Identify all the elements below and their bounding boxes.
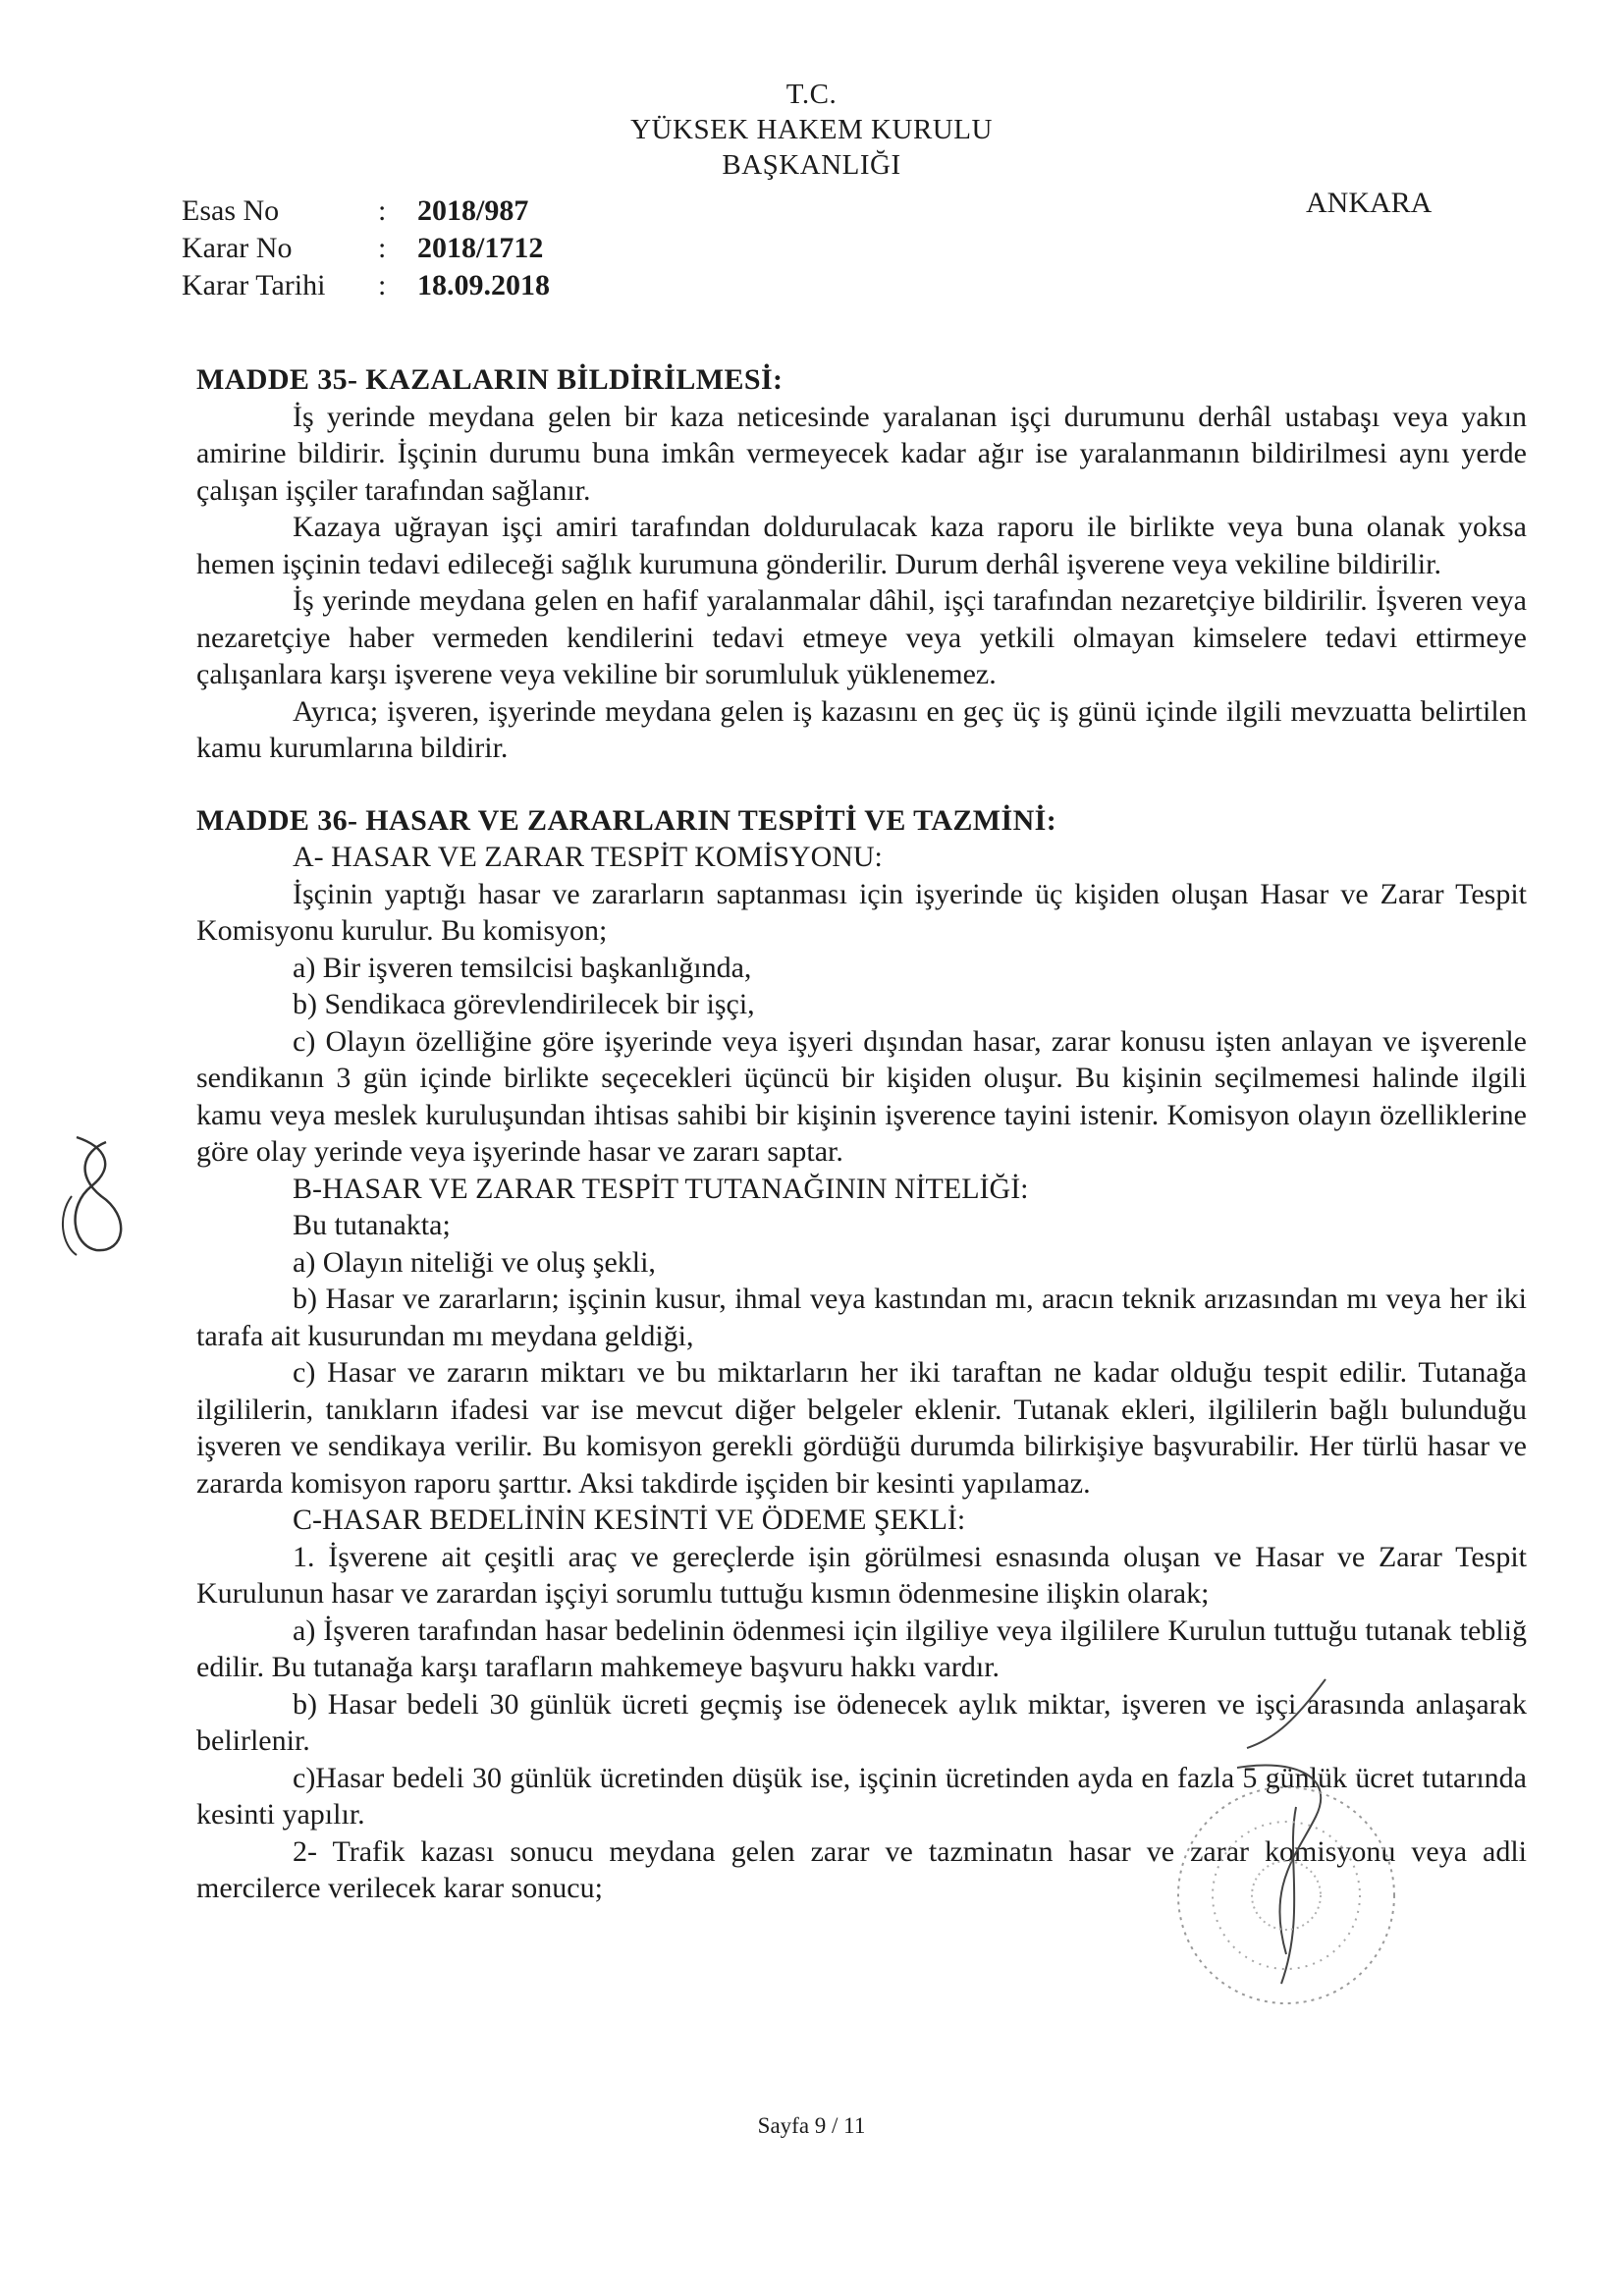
- section-a-item-a: a) Bir işveren temsilcisi başkanlığında,: [293, 951, 752, 984]
- section-c-item-1: 1. İşverene ait çeşitli araç ve gereçlerde işin görülmesi esnasında oluşan ve Hasar ve Zarar Tespit Kurulunun hasar ve zarardan işçiyi sorumlu tuttuğu kısmın ödenmesine ilişkin olarak;: [196, 1540, 1527, 1610]
- handwritten-page-number-icon: [47, 1127, 145, 1265]
- tarih-value: 18.09.2018: [417, 269, 550, 301]
- section-gap: [196, 767, 1527, 802]
- esas-colon: :: [378, 194, 387, 227]
- official-seal-icon: [1159, 1768, 1414, 2023]
- esas-value: 2018/987: [417, 194, 529, 227]
- section-b-intro: Bu tutanakta;: [293, 1209, 451, 1241]
- city-label: ANKARA: [1306, 187, 1433, 219]
- section-c-item-2: 2- Trafik kazası sonucu meydana gelen zarar ve tazminatın hasar ve zarar komisyonu veya adli mercilerce verilecek karar sonucu;: [196, 1834, 1527, 1904]
- madde-35-paragraph-4: Ayrıca; işveren, işyerinde meydana gelen iş kazasını en geç üç iş günü içinde ilgili mevzuatta belirtilen kamu kurumlarına bildirir.: [196, 694, 1527, 764]
- document-header: [0, 77, 1623, 183]
- section-b-item-c: c) Hasar ve zararın miktarı ve bu miktarların her iki taraftan ne kadar olduğu tespit edilir. Tutanağa ilgililerin, tanıkların ifadesi var ise mevcut diğer belgeler eklenir. Tutanak ekleri, ilgililerin bağlı bulunduğu işveren ve sendikaya verilir. Bu komisyon gerekli gördüğü durumda bilirkişiye başvurabilir. Her türlü hasar ve zararda komisyon raporu şarttır. Aksi takdirde işçiden bir kesinti yapılamaz.: [196, 1356, 1527, 1500]
- section-c-item-1a: a) İşveren tarafından hasar bedelinin ödenmesi için ilgiliye veya ilgililere Kurulun tuttuğu tutanak tebliğ edilir. Bu tutanağa karşı tarafların mahkemeye başvuru hakkı vardır.: [196, 1613, 1527, 1683]
- esas-row: [182, 192, 550, 230]
- karar-colon: :: [378, 232, 387, 264]
- madde-36-heading: MADDE 36- HASAR VE ZARARLARIN TESPİTİ VE TAZMİNİ:: [196, 803, 1057, 837]
- tarih-colon: :: [378, 269, 387, 301]
- karar-label: Karar No: [182, 232, 293, 264]
- madde-35-paragraph-3: İş yerinde meydana gelen en hafif yaralanmalar dâhil, işçi tarafından nezaretçiye bildirilir. İşveren veya nezaretçiye haber vermeden kendilerini tedavi etmeye veya yetkili olmayan kimselere tedavi ettirmeye çalışanlara karşı işverene veya vekiline bir sorumluluk yüklenemez.: [196, 584, 1527, 690]
- karar-row: [182, 230, 550, 267]
- case-meta: [182, 192, 550, 304]
- header-presidency: BAŞKANLIĞI: [722, 149, 901, 181]
- section-b-title: B-HASAR VE ZARAR TESPİT TUTANAĞININ NİTELİĞİ:: [293, 1172, 1029, 1205]
- section-c-title: C-HASAR BEDELİNİN KESİNTİ VE ÖDEME ŞEKLİ:: [293, 1503, 966, 1536]
- karar-value: 2018/1712: [417, 232, 544, 264]
- section-a-paragraph: İşçinin yaptığı hasar ve zararların saptanması için işyerinde üç kişiden oluşan Hasar ve Zarar Tespit Komisyonu kurulur. Bu komisyon;: [196, 877, 1527, 947]
- section-a-title: A- HASAR VE ZARAR TESPİT KOMİSYONU:: [293, 841, 883, 873]
- madde-35-paragraph-1: İş yerinde meydana gelen bir kaza neticesinde yaralanan işçi durumunu derhâl ustabaşı veya yakın amirine bildirir. İşçinin durumu buna imkân vermeyecek kadar ağır ise yaralanmanın bildirilmesi aynı yerde çalışan işçiler tarafından sağlanır.: [196, 400, 1527, 507]
- header-institution: YÜKSEK HAKEM KURULU: [630, 114, 993, 145]
- section-a-item-b: b) Sendikaca görevlendirilecek bir işçi,: [293, 988, 755, 1020]
- page-number: Sayfa 9 / 11: [757, 2113, 866, 2138]
- section-b-item-b: b) Hasar ve zararların; işçinin kusur, ihmal veya kastından mı, aracın teknik arızasından mı veya her iki tarafa ait kusurundan mı meydana geldiği,: [196, 1283, 1527, 1352]
- section-b-item-a: a) Olayın niteliği ve oluş şekli,: [293, 1245, 656, 1279]
- madde-35-heading: MADDE 35- KAZALARIN BİLDİRİLMESİ:: [196, 363, 784, 396]
- madde-35-paragraph-2: Kazaya uğrayan işçi amiri tarafından doldurulacak kaza raporu ile birlikte veya buna olanak yoksa hemen işçinin tedavi edileceği sağlık kurumuna gönderilir. Durum derhâl işverene veya vekiline bildirilir.: [196, 511, 1527, 580]
- esas-label: Esas No: [182, 194, 280, 227]
- tarih-label: Karar Tarihi: [182, 269, 326, 301]
- tarih-row: [182, 267, 550, 304]
- section-a-item-c: c) Olayın özelliğine göre işyerinde veya işyeri dışından hasar, zarar konusu işten anlayan ve işverenle sendikanın 3 gün içinde birlikte seçecekleri üçüncü bir kişiden oluşur. Bu kişinin seçilmemesi halinde ilgili kamu veya meslek kuruluşundan ihtisas sahibi bir kişinin işverence tayini istenir. Komisyon olayın özelliklerine göre olay yerinde veya işyerinde hasar ve zararı saptar.: [196, 1024, 1527, 1168]
- header-tc: T.C.: [785, 79, 838, 110]
- section-c-item-1b: b) Hasar bedeli 30 günlük ücreti geçmiş ise ödenecek aylık miktar, işveren ve işçi arasında anlaşarak belirlenir.: [196, 1687, 1527, 1757]
- section-c-item-1c: c)Hasar bedeli 30 günlük ücretinden düşük ise, işçinin ücretinden ayda en fazla 5 günlük ücret tutarında kesinti yapılır.: [196, 1761, 1527, 1831]
